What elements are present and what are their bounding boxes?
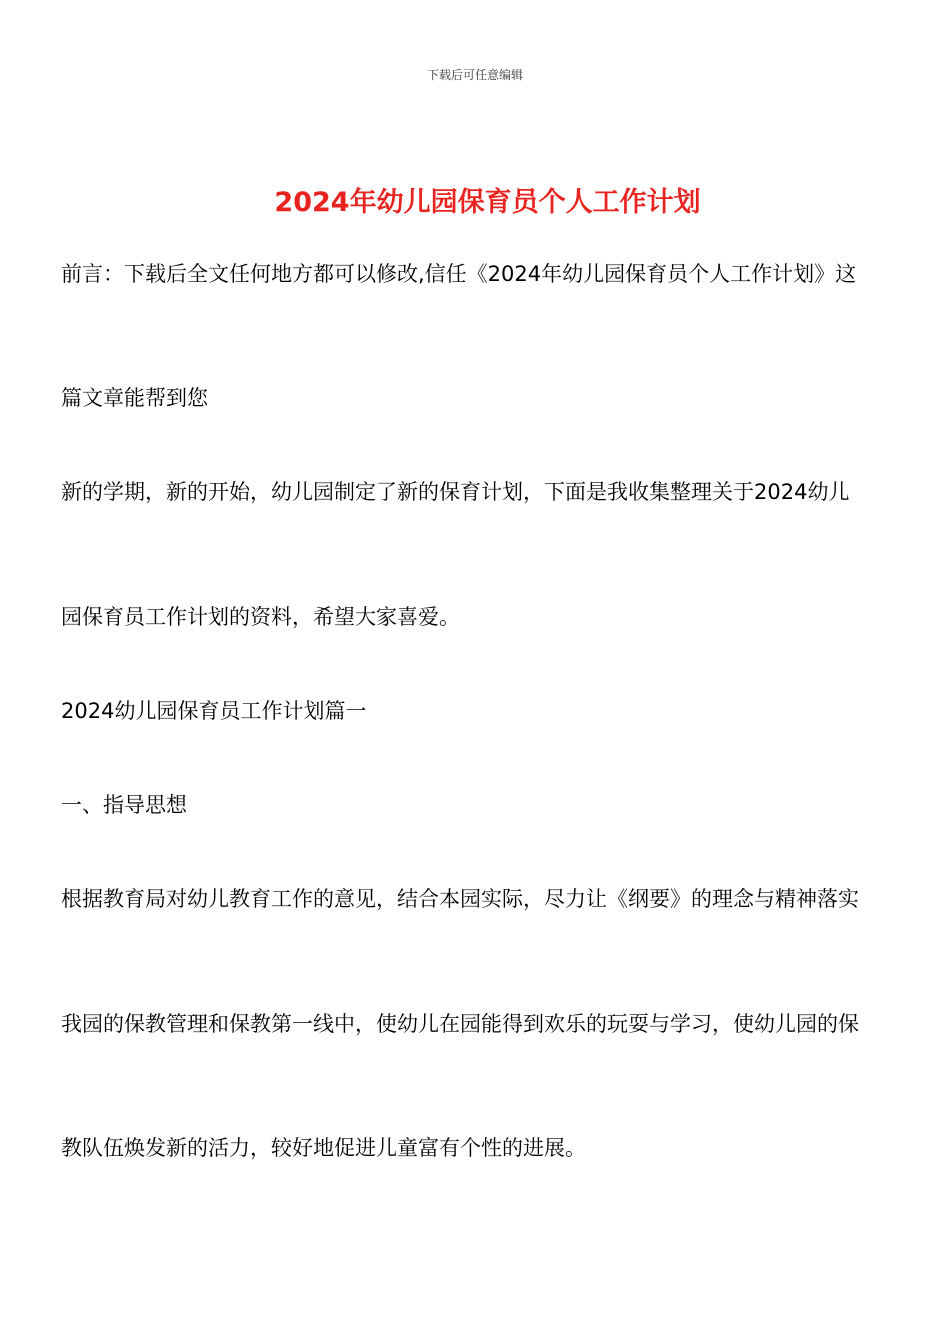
preface-line-1: 前言：下载后全文任何地方都可以修改,信任《2024年幼儿园保育员个人工作计划》这 xyxy=(61,262,857,286)
intro-line-1: 新的学期，新的开始，幼儿园制定了新的保育计划，下面是我收集整理关于2024幼儿 xyxy=(61,480,850,504)
body-line-1: 根据教育局对幼儿教育工作的意见，结合本园实际，尽力让《纲要》的理念与精神落实 xyxy=(61,887,859,911)
body-line-3: 教队伍焕发新的活力，较好地促进儿童富有个性的进展。 xyxy=(61,1136,586,1160)
preface-line-2: 篇文章能帮到您 xyxy=(61,386,208,410)
document-title: 2024年幼儿园保育员个人工作计划 xyxy=(274,187,701,218)
subsection-heading: 一、指导思想 xyxy=(61,793,187,817)
section-heading: 2024幼儿园保育员工作计划篇一 xyxy=(61,699,367,723)
body-line-2: 我园的保教管理和保教第一线中，使幼儿在园能得到欢乐的玩耍与学习，使幼儿园的保 xyxy=(61,1012,859,1036)
header-note: 下载后可任意编辑 xyxy=(426,68,523,82)
intro-line-2: 园保育员工作计划的资料，希望大家喜爱。 xyxy=(61,605,460,629)
